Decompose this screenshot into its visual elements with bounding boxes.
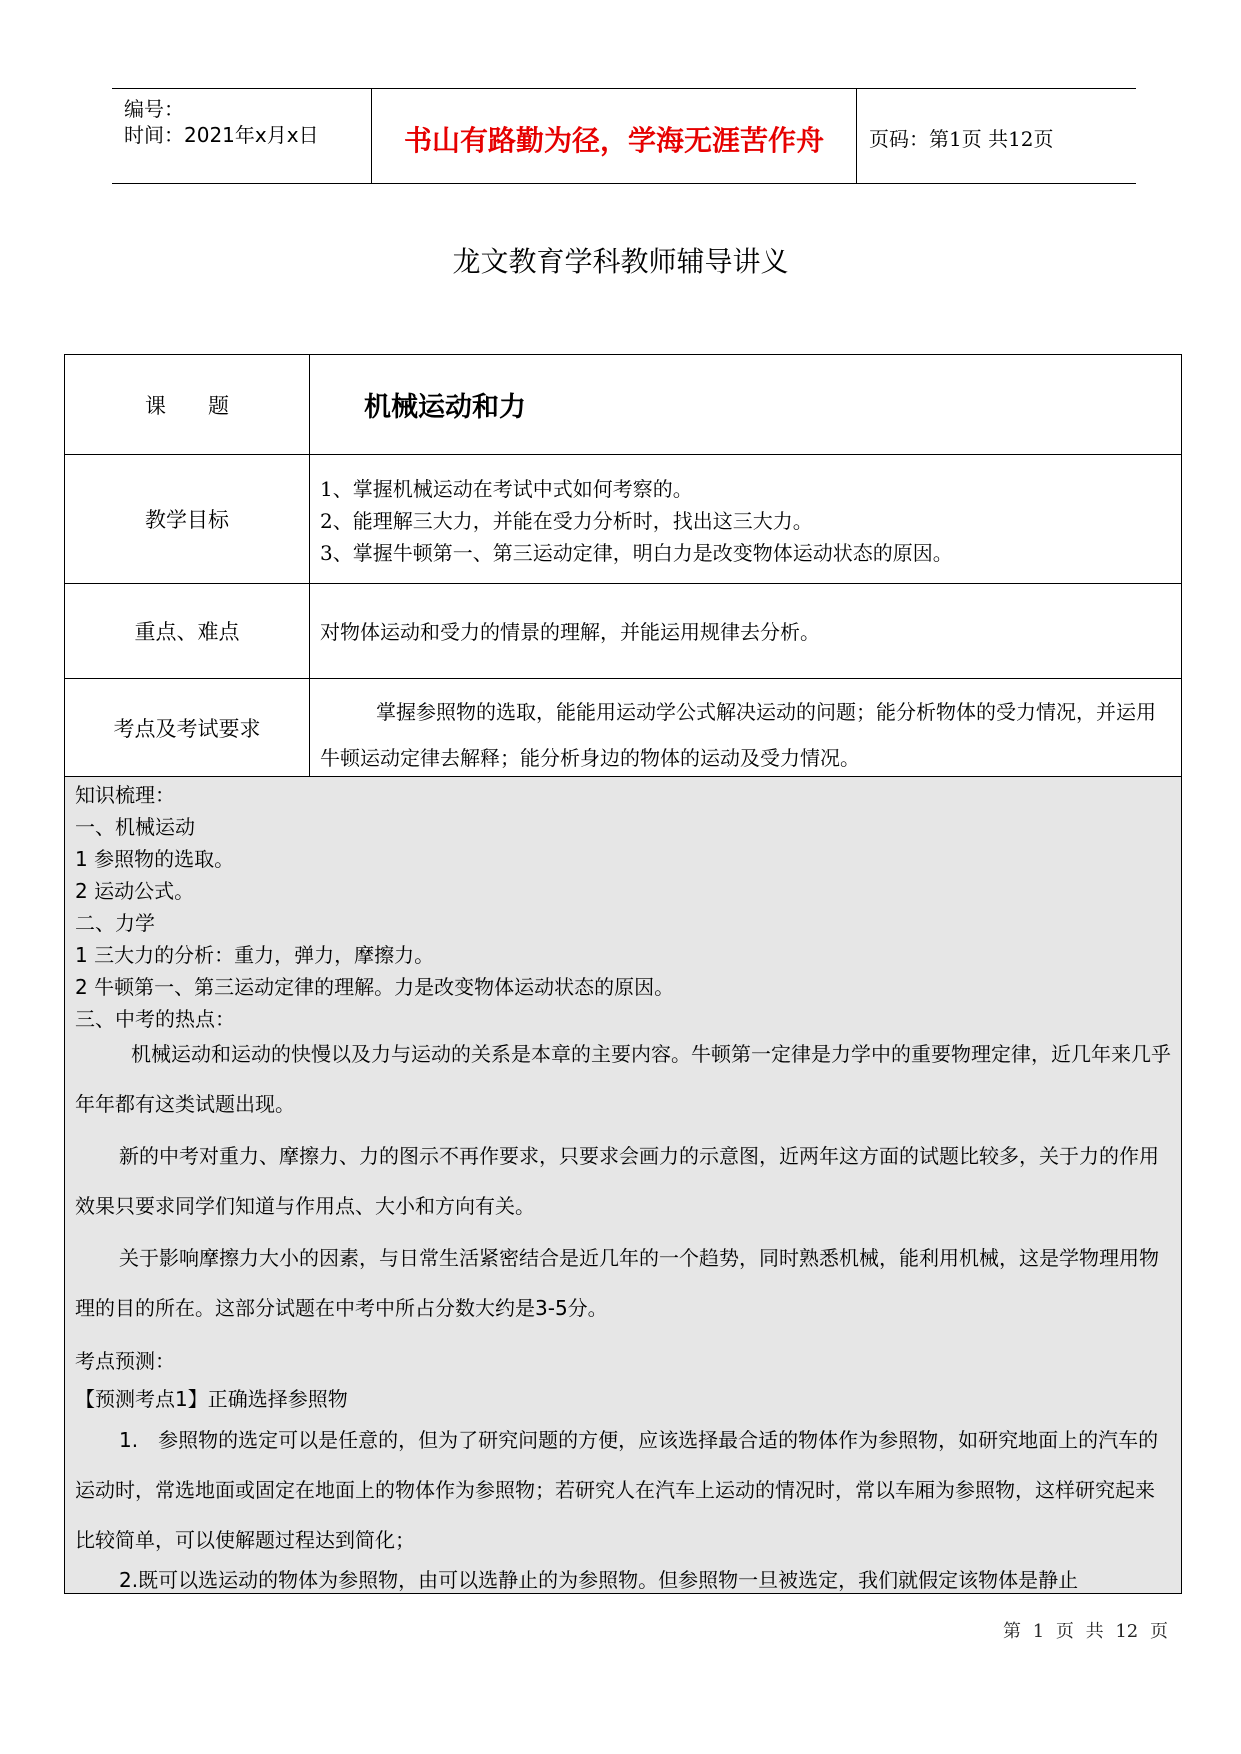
paragraph <box>75 1415 1171 1565</box>
forecast-heading: 考点预测： <box>75 1349 175 1373</box>
forecast-title: 【预测考点1】正确选择参照物 <box>75 1387 348 1411</box>
list-item: 2 运动公式。 <box>75 879 195 903</box>
header-motto-cell <box>372 89 857 183</box>
key-points-label: 重点、难点 <box>65 584 310 678</box>
paragraph-text: 1. 参照物的选定可以是任意的，但为了研究问题的方便，应该选择最合适的物体作为参照物，如研究地面上的汽车的运动时，常选地面或固定在地面上的物体作为参照物；若研究人在汽车上运动的情况时，常以车厢为参照物，这样研究起来比较简单，可以使解题过程达到简化； <box>75 1428 1159 1552</box>
goals-list <box>320 473 953 569</box>
paragraph <box>75 1131 1171 1231</box>
exam-req-label: 考点及考试要求 <box>65 679 310 776</box>
paragraph <box>75 1233 1171 1333</box>
exam-req-cell <box>310 679 1181 776</box>
topic-cell <box>310 355 1181 454</box>
section-title: 三、中考的热点： <box>75 1007 235 1031</box>
section-title: 一、机械运动 <box>75 815 195 839</box>
goals-label: 教学目标 <box>65 455 310 583</box>
list-item: 1 参照物的选取。 <box>75 847 235 871</box>
exam-req-value <box>320 689 1171 781</box>
page-label: 页码：第1页 共12页 <box>869 127 1054 151</box>
key-points-value: 对物体运动和受力的情景的理解，并能运用规律去分析。 <box>320 620 820 644</box>
section-heading: 知识梳理： <box>75 783 175 807</box>
goal-item: 3、掌握牛顿第一、第三运动定律，明白力是改变物体运动状态的原因。 <box>320 541 953 565</box>
paragraph-text: 关于影响摩擦力大小的因素，与日常生活紧密结合是近几年的一个趋势，同时熟悉机械，能利用机械，这是学物理用物理的目的所在。这部分试题在中考中所占分数大约是3-5分。 <box>75 1246 1159 1320</box>
time-label: 时间：2021年x月x日 <box>124 123 319 147</box>
goals-row <box>65 455 1181 584</box>
paragraph <box>75 1567 1171 1593</box>
paragraph-text: 新的中考对重力、摩擦力、力的图示不再作要求，只要求会画力的示意图，近两年这方面的试题比较多，关于力的作用效果只要求同学们知道与作用点、大小和方向有关。 <box>75 1144 1159 1218</box>
goal-item: 1、掌握机械运动在考试中式如何考察的。 <box>320 477 693 501</box>
key-points-cell <box>310 584 1181 678</box>
key-points-row <box>65 584 1181 679</box>
paragraph-text: 2.既可以选运动的物体为参照物，由可以选静止的为参照物。但参照物一旦被选定，我们就假定该物体是静止 <box>119 1568 1079 1592</box>
topic-label: 课 题 <box>65 355 310 454</box>
knowledge-section <box>65 777 1181 1593</box>
topic-value: 机械运动和力 <box>364 392 526 423</box>
number-label: 编号： <box>124 97 184 121</box>
exam-req-row <box>65 679 1181 777</box>
lesson-table <box>64 354 1182 1594</box>
paragraph-text: 机械运动和运动的快慢以及力与运动的关系是本章的主要内容。牛顿第一定律是力学中的重要物理定律，近几年来几乎年年都有这类试题出现。 <box>75 1042 1171 1116</box>
page-footer: 第 1 页 共 12 页 <box>1003 1621 1168 1642</box>
goal-item: 2、能理解三大力，并能在受力分析时，找出这三大力。 <box>320 509 813 533</box>
topic-row <box>65 355 1181 455</box>
document-title: 龙文教育学科教师辅导讲义 <box>452 245 789 278</box>
motto: 书山有路勤为径，学海无涯苦作舟 <box>403 124 824 157</box>
goals-cell <box>310 455 1181 583</box>
header-page-cell <box>857 89 1136 183</box>
list-item: 1 三大力的分析：重力，弹力，摩擦力。 <box>75 943 435 967</box>
section-title: 二、力学 <box>75 911 155 935</box>
header-box <box>112 88 1136 184</box>
header-info-cell <box>112 89 372 183</box>
paragraph <box>75 1029 1171 1129</box>
exam-req-text: 掌握参照物的选取，能能用运动学公式解决运动的问题；能分析物体的受力情况，并运用牛顿运动定律去解释；能分析身边的物体的运动及受力情况。 <box>320 700 1156 770</box>
list-item: 2 牛顿第一、第三运动定律的理解。力是改变物体运动状态的原因。 <box>75 975 675 999</box>
